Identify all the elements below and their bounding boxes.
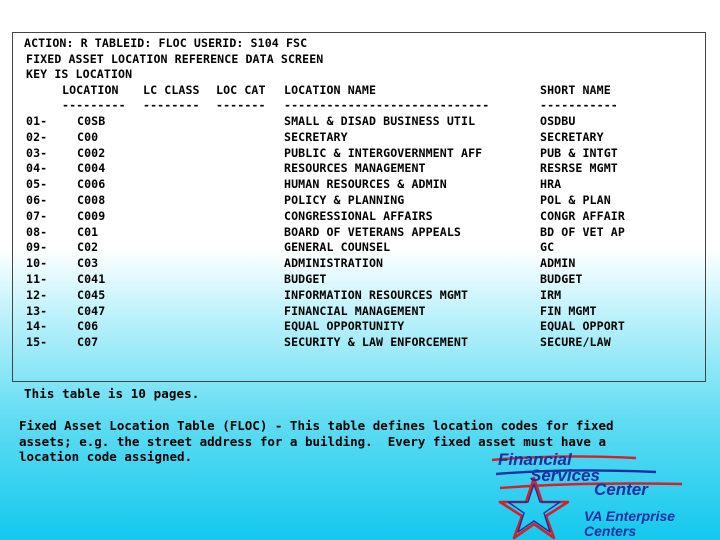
location-code: C03 (77, 256, 99, 271)
row-number: 09- (26, 240, 48, 255)
logo-line-centers: Centers (584, 523, 637, 539)
location-name: RESOURCES MANAGEMENT (284, 161, 426, 176)
logo-line-services: Services (530, 466, 600, 485)
short-name: FIN MGMT (540, 303, 597, 318)
short-name: POL & PLAN (540, 193, 611, 207)
short-name: SECURE/LAW (540, 335, 611, 350)
row-number: 13- (26, 303, 48, 318)
row-number: 12- (26, 287, 48, 302)
pages-note: This table is 10 pages. (24, 386, 200, 401)
row-number: 04- (26, 161, 48, 176)
header-line-3: KEY IS LOCATION (26, 67, 133, 81)
location-code: C0SB (77, 114, 106, 128)
short-name: EQUAL OPPORT (540, 319, 625, 334)
location-name: CONGRESSIONAL AFFAIRS (284, 208, 433, 223)
short-name: ADMIN (540, 256, 576, 271)
location-name: FINANCIAL MANAGEMENT (284, 303, 426, 318)
column-header-short-name: SHORT NAME (540, 83, 611, 97)
column-header-lc-class: LC CLASS (143, 83, 200, 97)
location-name: ADMINISTRATION (284, 256, 384, 271)
location-name: BUDGET (284, 272, 327, 286)
location-code: C004 (77, 161, 106, 176)
logo-line-financial: Financial (498, 450, 572, 469)
description-line-3: location code assigned. (19, 449, 193, 464)
location-code: C07 (77, 335, 99, 350)
location-code: C002 (77, 145, 106, 160)
separator-lc-class: -------- (143, 98, 200, 112)
location-name: HUMAN RESOURCES & ADMIN (284, 177, 447, 192)
short-name: BUDGET (540, 272, 583, 286)
header-line-1: ACTION: R TABLEID: FLOC USERID: S104 FSC (24, 36, 308, 50)
short-name: GC (540, 240, 555, 255)
header-line-2: FIXED ASSET LOCATION REFERENCE DATA SCREEN (26, 52, 324, 66)
row-number: 14- (26, 319, 48, 334)
location-code: C009 (77, 208, 106, 223)
location-name: SMALL & DISAD BUSINESS UTIL (284, 114, 476, 128)
location-code: C047 (77, 303, 106, 318)
location-code: C008 (77, 193, 106, 207)
short-name: RESRSE MGMT (540, 161, 618, 176)
short-name: SECRETARY (540, 129, 604, 144)
location-code: C01 (77, 224, 99, 239)
location-name: GENERAL COUNSEL (284, 240, 391, 255)
location-name: INFORMATION RESOURCES MGMT (284, 287, 469, 302)
separator-loc-cat: ------- (216, 98, 266, 112)
row-number: 02- (26, 129, 48, 144)
row-number: 11- (26, 272, 48, 286)
row-number: 15- (26, 335, 48, 350)
short-name: PUB & INTGT (540, 145, 618, 160)
location-name: BOARD OF VETERANS APPEALS (284, 224, 462, 239)
location-name: EQUAL OPPORTUNITY (284, 319, 405, 334)
row-number: 05- (26, 177, 48, 192)
row-number: 10- (26, 256, 48, 271)
separator-short-name: ----------- (540, 98, 618, 112)
location-code: C041 (77, 272, 106, 286)
short-name: OSDBU (540, 114, 576, 128)
location-code: C02 (77, 240, 99, 255)
short-name: CONGR AFFAIR (540, 208, 625, 223)
location-code: C045 (77, 287, 106, 302)
financial-services-center-logo (486, 452, 716, 540)
location-code: C00 (77, 129, 99, 144)
short-name: HRA (540, 177, 562, 192)
column-header-loc-cat: LOC CAT (216, 83, 266, 97)
location-name: PUBLIC & INTERGOVERNMENT AFF (284, 145, 483, 160)
description-line-1: Fixed Asset Location Table (FLOC) - This table defines location codes for fixed (19, 418, 614, 433)
short-name: IRM (540, 287, 562, 302)
location-code: C06 (77, 319, 99, 334)
row-number: 06- (26, 193, 48, 207)
logo-line-va-enterprise: VA Enterprise (584, 508, 676, 524)
row-number: 08- (26, 224, 48, 239)
location-name: POLICY & PLANNING (284, 193, 405, 207)
location-code: C006 (77, 177, 106, 192)
logo-line-center: Center (594, 480, 648, 499)
column-header-location: LOCATION (62, 83, 119, 97)
description-line-2: assets; e.g. the street address for a building. Every fixed asset must have a (19, 433, 606, 449)
row-number: 03- (26, 145, 48, 160)
column-header-location-name: LOCATION NAME (284, 83, 377, 97)
short-name: BD OF VET AP (540, 224, 625, 239)
location-name: SECURITY & LAW ENFORCEMENT (284, 335, 469, 350)
separator-location: --------- (62, 98, 126, 112)
row-number: 01- (26, 114, 48, 128)
row-number: 07- (26, 208, 48, 223)
separator-location-name: ----------------------------- (284, 98, 490, 112)
location-name: SECRETARY (284, 129, 348, 144)
